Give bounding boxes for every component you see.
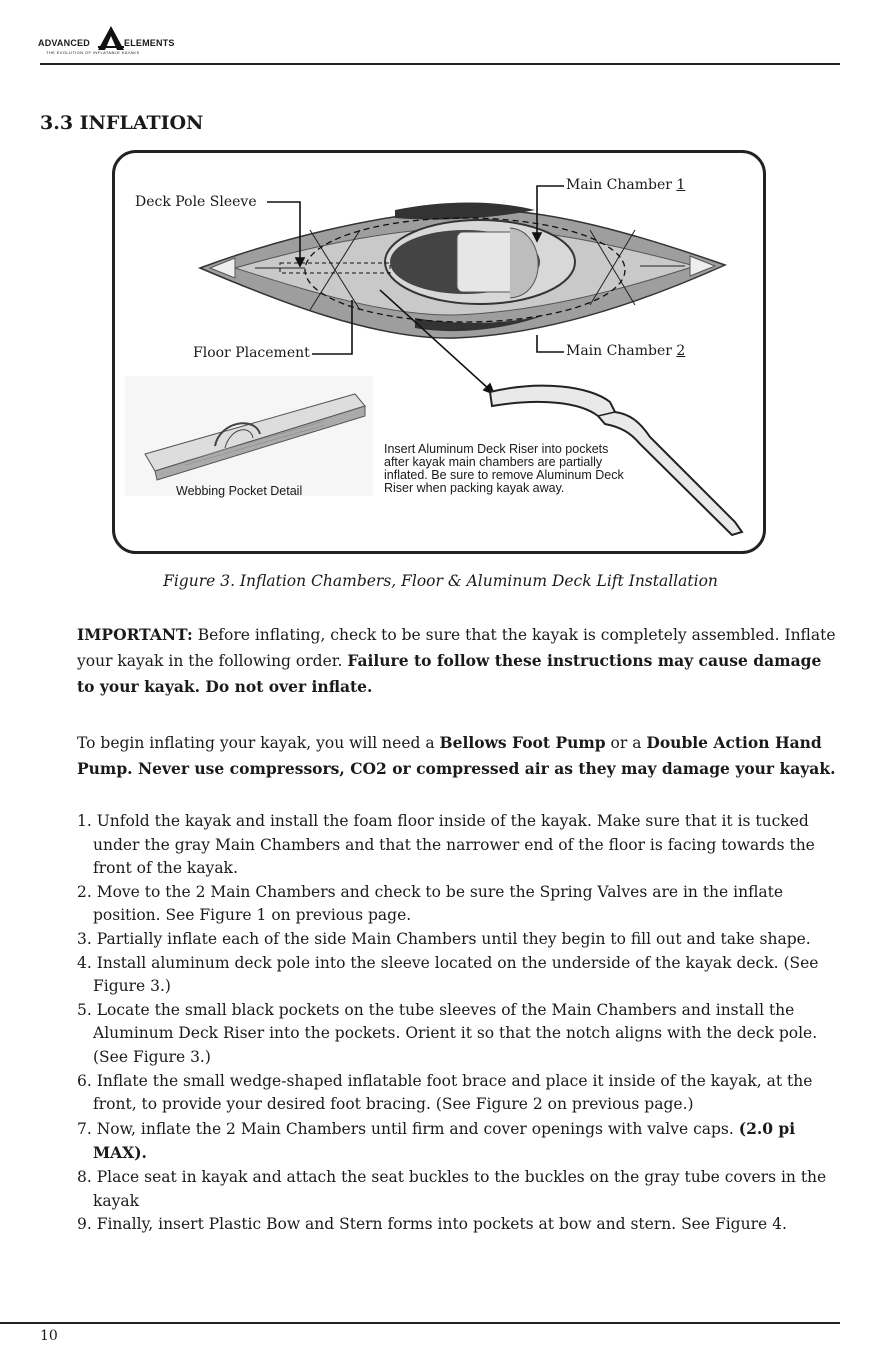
label-main-chamber-2-text: Main Chamber	[566, 343, 677, 359]
label-main-chamber-2-number: 2	[676, 343, 686, 359]
important-lead: IMPORTANT:	[77, 625, 193, 644]
logo-a-mark-icon	[98, 26, 124, 50]
list-item: 9. Finally, insert Plastic Bow and Stern forms into pockets at bow and stern. See Figure 4.	[77, 1215, 787, 1234]
list-item: 6. Inflate the small wedge-shaped inflatable foot brace and place it inside of the kayak, at the front, to provide your desired foot bracing. (See Figure 2 on previous page.)	[77, 1071, 813, 1114]
label-floor-placement: Floor Placement	[193, 345, 310, 361]
label-webbing-pocket-detail: Webbing Pocket Detail	[176, 484, 303, 498]
webbing-pocket-sketch	[125, 376, 373, 496]
footer-rule	[0, 1322, 840, 1324]
list-item	[77, 1117, 837, 1166]
inflation-steps-list	[77, 810, 837, 1237]
step-7-text: 7. Now, inflate the 2 Main Chambers until firm and cover openings with valve caps.	[77, 1119, 739, 1138]
riser-instruction-note	[384, 443, 684, 495]
pump-warning: Double Action Hand Pump. Never use compressors, CO2 or compressed air as they may damage your kayak.	[77, 733, 836, 778]
riser-note-line: after kayak main chambers are partially	[384, 455, 603, 469]
important-warning: Failure to follow these instructions may cause damage to your kayak. Do not over inflate.	[77, 651, 822, 696]
brand-logo	[38, 26, 198, 62]
list-item: 3. Partially inflate each of the side Main Chambers until they begin to fill out and take shape.	[77, 929, 811, 948]
important-paragraph	[77, 622, 837, 700]
pump-text-2: or a	[605, 734, 647, 752]
figure-caption: Figure 3. Inflation Chambers, Floor & Aluminum Deck Lift Installation	[163, 572, 718, 590]
list-item: 1. Unfold the kayak and install the foam floor inside of the kayak. Make sure that it is tucked under the gray Main Chambers and that the narrower end of the floor is facing towards the front of the kayak.	[77, 812, 815, 878]
label-main-chamber-1	[566, 177, 685, 193]
step-7-pressure: (2.0 pi MAX).	[93, 1118, 796, 1163]
important-text: Before inflating, check to be sure that the kayak is completely assembled. Inflate your kayak in the following order.	[77, 626, 836, 670]
pump-bellows: Bellows Foot Pump	[439, 733, 606, 752]
list-item: 8. Place seat in kayak and attach the seat buckles to the buckles on the gray tube covers in the kayak	[77, 1167, 827, 1210]
label-main-chamber-2	[566, 343, 685, 359]
logo-word-right: ELEMENTS	[124, 38, 175, 48]
list-item: 2. Move to the 2 Main Chambers and check to be sure the Spring Valves are in the inflate position. See Figure 1 on previous page.	[77, 882, 784, 925]
logo-word-left: ADVANCED	[38, 38, 90, 48]
label-main-chamber-1-text: Main Chamber	[566, 177, 677, 193]
pump-text-1: To begin inflating your kayak, you will need a	[77, 734, 440, 752]
list-item: 5. Locate the small black pockets on the tube sleeves of the Main Chambers and install the Aluminum Deck Riser into the pockets. Orient it so that the notch aligns with the deck pole. (See Figure 3.)	[77, 1000, 818, 1066]
label-main-chamber-1-number: 1	[676, 177, 686, 193]
label-deck-pole-sleeve: Deck Pole Sleeve	[135, 194, 257, 210]
page-number: 10	[40, 1328, 58, 1344]
header-rule	[40, 63, 840, 65]
riser-note-line: Insert Aluminum Deck Riser into pockets	[384, 442, 609, 456]
section-title: 3.3 INFLATION	[40, 112, 204, 134]
list-item: 4. Install aluminum deck pole into the sleeve located on the underside of the kayak deck. (See Figure 3.)	[77, 953, 819, 996]
logo-tagline: THE EVOLUTION OF INFLATABLE KAYAKS	[46, 50, 140, 55]
pump-paragraph	[77, 730, 837, 782]
riser-note-line: inflated. Be sure to remove Aluminum Deck	[384, 468, 624, 482]
riser-note-line: Riser when packing kayak away.	[384, 481, 565, 495]
